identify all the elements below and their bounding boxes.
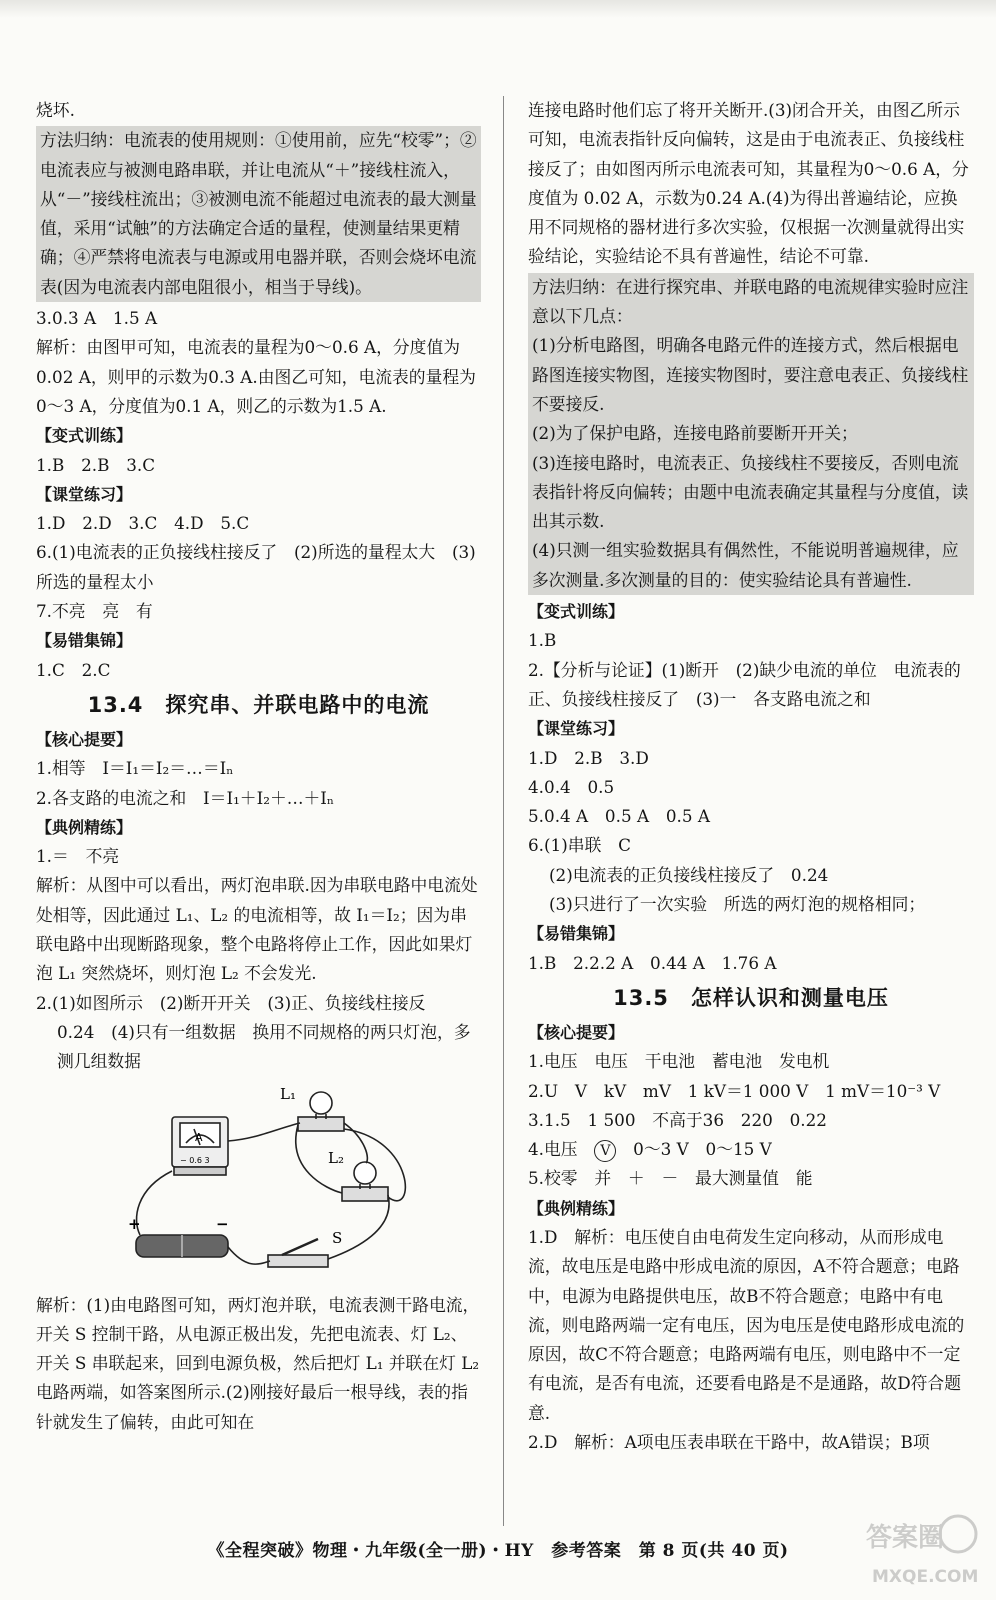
heading-dianli: 【典例精练】 (36, 817, 133, 837)
core-1: 1.电压 电压 干电池 蓄电池 发电机 (528, 1051, 830, 1072)
label-l2: L₂ (328, 1148, 344, 1167)
example-2-cont: 0.24 (4)只有一组数据 换用不同规格的两只灯泡，多测几组数据 (57, 1021, 471, 1072)
answer-3: 3.0.3 A 1.5 A (36, 308, 158, 329)
answers-ketang-7: 7.不亮 亮 有 (36, 601, 153, 622)
answers-bianshi: 1.B 2.B 3.C (36, 454, 156, 475)
ammeter-symbol: A (195, 1130, 203, 1144)
section-title-13-5: 13.5 怎样认识和测量电压 (613, 985, 889, 1010)
analysis-continued: 连接电路时他们忘了将开关断开.(3)闭合开关，由图乙所示可知，电流表指针反向偏转，这是由于电流表正、负接线柱接反了；由如图丙所示电流表可知，其量程为0～0.6 A，分度值为 0.02 A，示数为0.24 A.(4)为得出普遍结论，应换用不同规格的器材进行多次实验，仅根据一次测量就得出实验结论，实验结论不具有普遍性，结论不可靠. (528, 100, 969, 267)
heading-hexin-2: 【核心提要】 (528, 1022, 625, 1042)
heading-bianshi: 【变式训练】 (36, 426, 133, 446)
label-plus: + (128, 1214, 141, 1233)
scan-top-edge (0, 0, 996, 18)
method-summary-2a: 方法归纳：在进行探究串、并联电路的电流规律实验时应注意以下几点： (532, 276, 969, 327)
heading-yicuo-2: 【易错集锦】 (528, 924, 625, 944)
method-summary-2c: (2)为了保护电路，连接电路前要断开开关； (532, 423, 858, 444)
ketang-6c: (3)只进行了一次实验 所选的两灯泡的规格相同； (549, 894, 926, 915)
circuit-diagram (36, 1079, 481, 1287)
core-2: 2.U V kV mV 1 kV＝1 000 V 1 mV＝10⁻³ V (528, 1080, 941, 1101)
page-footer: 《全程突破》物理・九年级(全一册)・HY 参考答案 第 8 页(共 40 页) (207, 1541, 789, 1561)
core-3: 3.1.5 1 500 不高于36 220 0.22 (528, 1109, 827, 1130)
yicuo-answers: 1.B 2.2.2 A 0.44 A 1.76 A (528, 952, 777, 973)
left-column (36, 96, 485, 1437)
method-summary-box (36, 126, 481, 302)
core-5: 5.校零 并 ＋ － 最大测量值 能 (528, 1168, 813, 1189)
bulb-l1 (310, 1092, 332, 1114)
ketang-4: 4.0.4 0.5 (528, 776, 615, 797)
example-1: 1.＝ 不亮 (36, 846, 120, 867)
example-v1: 1.D 解析：电压使自由电荷发生定向移动，从而形成电流，故电压是电路中形成电流的原因，A不符合题意；电路中，电源为电路提供电压，故B不符合题意；电路中有电流，则电路两端一定有电压，因为电压是使电路形成电流的原因，故C不符合题意；电路两端有电压，则电路中不一定有电流，是否有电流，还要看电路是不是通路，故D符合题意. (528, 1226, 965, 1423)
watermark-bottom: MXQE.COM (872, 1567, 979, 1587)
answers-yicuo: 1.C 2.C (36, 659, 111, 680)
bianshi-2: 2.【分析与论证】(1)断开 (2)缺少电流的单位 电流表的正、负接线柱接反了 (3)一 各支路电流之和 (528, 659, 961, 709)
ketang-5: 5.0.4 A 0.5 A 0.5 A (528, 806, 710, 827)
method-summary-2d: (3)连接电路时，电流表正、负接线柱不要接反，否则电流表指针将反向偏转；由题中电流表确定其量程与分度值，读出其示数. (532, 452, 969, 532)
switch-lever (282, 1239, 318, 1255)
heading-hexin: 【核心提要】 (36, 729, 133, 749)
analysis-3: 解析：由图甲可知，电流表的量程为0～0.6 A，分度值为0.02 A，则甲的示数为0.3 A.由图乙可知，电流表的量程为0～3 A，分度值为0.1 A，则乙的示数为1.5 A. (36, 337, 476, 416)
heading-bianshi-2: 【变式训练】 (528, 602, 625, 622)
label-l1: L₁ (280, 1084, 296, 1103)
ammeter-terminals: − 0.6 3 (180, 1155, 210, 1165)
bulb-l2 (354, 1162, 376, 1184)
label-switch: S (332, 1228, 343, 1247)
heading-dianli-2: 【典例精练】 (528, 1198, 625, 1218)
example-2-analysis: 解析：(1)由电路图可知，两灯泡并联，电流表测干路电流，开关 S 控制干路，从电源正极出发，先把电流表、灯 L₂、开关 S 串联起来，回到电源负极，然后把灯 L₁ 并联在灯 L₂ 电路两端，如答案图所示.(2)刚接好最后一根导线，表的指针就发生了偏转，由此可知在 (36, 1294, 485, 1432)
section-title-13-4: 13.4 探究串、并联电路中的电流 (87, 692, 430, 717)
core-point-1: 1.相等 I＝I₁＝I₂＝…＝Iₙ (36, 758, 234, 779)
heading-ketang-2: 【课堂练习】 (528, 719, 625, 739)
column-divider (503, 96, 504, 1526)
heading-yicuo: 【易错集锦】 (36, 631, 133, 651)
example-v2: 2.D 解析：A项电压表串联在干路中，故A错误；B项 (528, 1432, 930, 1453)
core-point-2: 2.各支路的电流之和 I＝I₁＋I₂＋…＋Iₙ (36, 787, 335, 808)
heading-ketang: 【课堂练习】 (36, 484, 133, 504)
ketang-1: 1.D 2.B 3.D (528, 747, 649, 768)
core-4 (528, 1135, 974, 1164)
bulb-l1-base (298, 1117, 344, 1131)
example-2: 2.(1)如图所示 (2)断开开关 (3)正、负接线柱接反 (36, 992, 426, 1013)
method-summary-2e: (4)只测一组实验数据具有偶然性，不能说明普遍规律，应多次测量.多次测量的目的：使实验结论具有普遍性. (532, 540, 959, 590)
right-column (528, 96, 974, 1457)
core-4-text: 4.电压 (528, 1139, 578, 1160)
circuit-figure (36, 1079, 481, 1287)
watermark-logo (862, 1510, 982, 1590)
method-summary-2b: (1)分析电路图，明确各电路元件的连接方式，然后根据电路图连接实物图，连接实物图时，要注意电表正、负接线柱不要接反. (532, 335, 969, 414)
method-summary: 方法归纳：电流表的使用规则：①使用前，应先“校零”；②电流表应与被测电路串联，并让电流从“＋”接线柱流入，从“－”接线柱流出；③被测电流不能超过电流表的最大测量值，采用“试触”的方法确定合适的量程，使测量结果更精确；④严禁将电流表与电源或用电器并联，否则会烧坏电流表(因为电流表内部电阻很小，相当于导线)。 (40, 130, 477, 297)
voltmeter-icon: V (594, 1140, 616, 1162)
bianshi-1: 1.B (528, 630, 557, 651)
answers-ketang-6: 6.(1)电流表的正负接线柱接反了 (2)所选的量程太大 (3)所选的量程太小 (36, 542, 476, 592)
core-4-range: 0～3 V 0～15 V (633, 1139, 772, 1160)
ketang-6b: (2)电流表的正负接线柱接反了 0.24 (549, 864, 829, 885)
bulb-l2-base (342, 1187, 388, 1201)
ketang-6a: 6.(1)串联 C (528, 835, 631, 856)
label-minus: − (216, 1214, 229, 1233)
answers-ketang-1: 1.D 2.D 3.C 4.D 5.C (36, 513, 250, 534)
example-1-analysis: 解析：从图中可以看出，两灯泡串联.因为串联电路中电流处处相等，因此通过 L₁、L₂ 的电流相等，故 I₁＝I₂；因为串联电路中出现断路现象，整个电路将停止工作，因此如果灯泡 L₁ 突然烧坏，则灯泡 L₂ 不会发光. (36, 875, 478, 984)
text-line: 烧坏. (36, 100, 75, 120)
method-summary-box-2 (528, 273, 974, 595)
watermark-top: 答案圈 (866, 1523, 945, 1553)
switch-base (268, 1255, 328, 1267)
